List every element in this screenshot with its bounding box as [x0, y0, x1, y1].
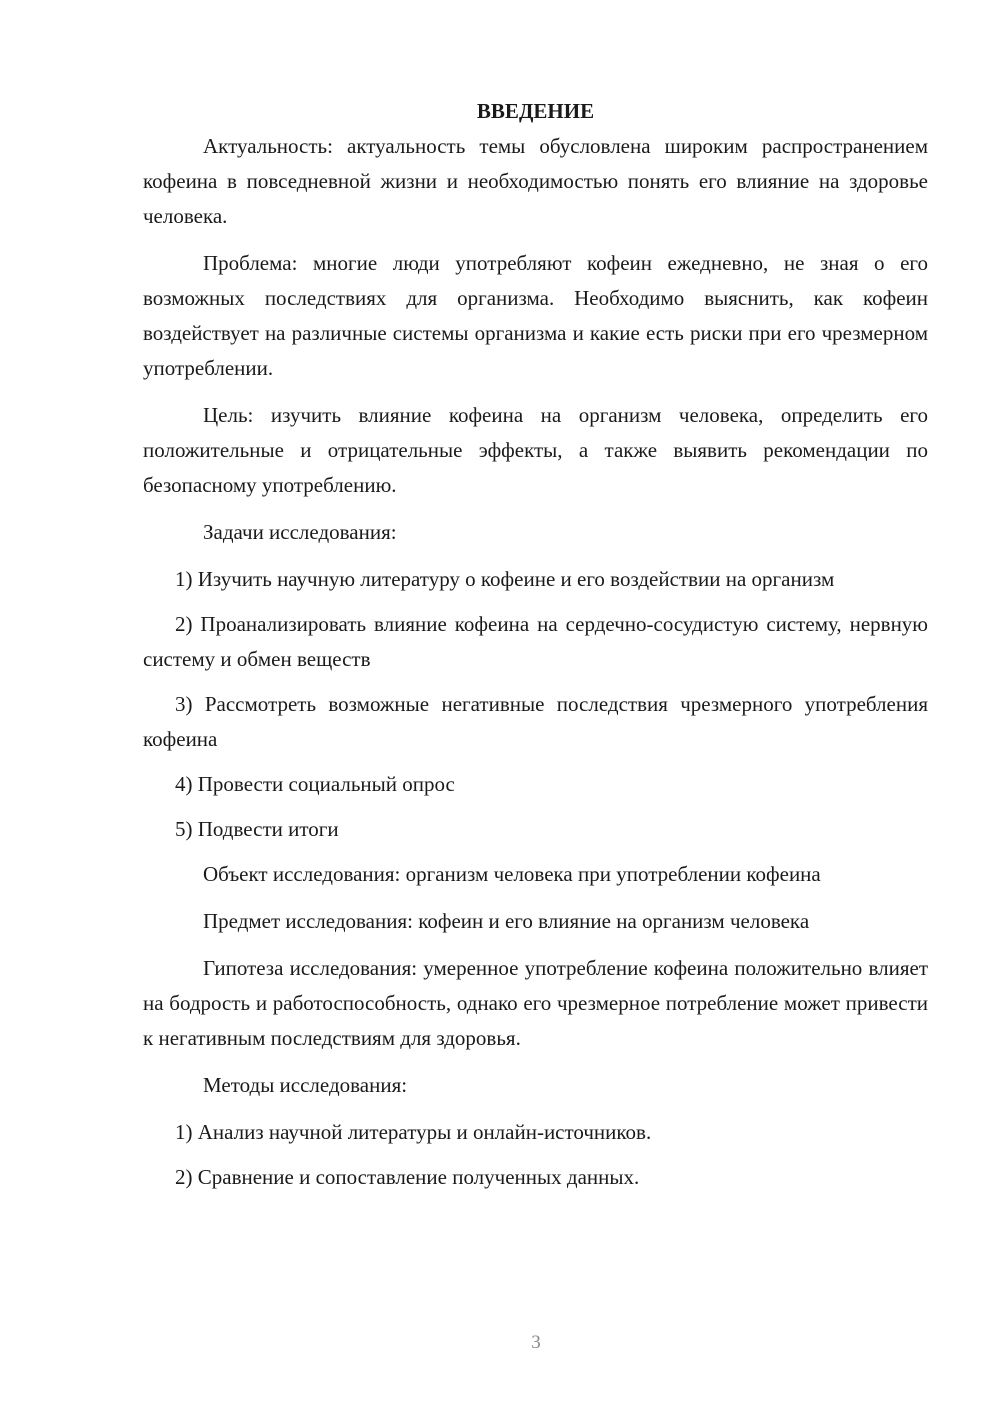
task-item: 1) Изучить научную литературу о кофеине и его воздействии на организм — [175, 567, 835, 591]
page-number: 3 — [531, 1332, 541, 1353]
problem-paragraph: Проблема: многие люди употребляют кофеин ежедневно, не зная о его возможных последствиях для организма. Необходимо выяснить, как кофеин воздействует на различные системы организма и какие есть риски при его чрезмерном употреблении. — [143, 251, 928, 380]
tasks-heading: Задачи исследования: — [203, 520, 397, 544]
subject-paragraph: Предмет исследования: кофеин и его влияние на организм человека — [203, 909, 810, 933]
method-item: 2) Сравнение и сопоставление полученных данных. — [175, 1165, 640, 1189]
task-item: 5) Подвести итоги — [175, 817, 339, 841]
task-item: 3) Рассмотреть возможные негативные последствия чрезмерного употребления кофеина — [143, 692, 928, 751]
object-paragraph: Объект исследования: организм человека при употреблении кофеина — [203, 862, 821, 886]
page-content — [143, 94, 928, 1205]
task-item: 2) Проанализировать влияние кофеина на сердечно-сосудистую систему, нервную систему и обмен веществ — [143, 612, 928, 671]
section-title: ВВЕДЕНИЕ — [476, 99, 595, 123]
methods-heading: Методы исследования: — [203, 1073, 408, 1097]
relevance-paragraph: Актуальность: актуальность темы обусловлена широким распространением кофеина в повседневной жизни и необходимостью понять его влияние на здоровье человека. — [143, 134, 928, 228]
method-item: 1) Анализ научной литературы и онлайн-источников. — [175, 1120, 652, 1144]
task-item: 4) Провести социальный опрос — [175, 772, 455, 796]
hypothesis-paragraph: Гипотеза исследования: умеренное употребление кофеина положительно влияет на бодрость и работоспособность, однако его чрезмерное потребление может привести к негативным последствиям для здоровья. — [143, 956, 928, 1050]
goal-paragraph: Цель: изучить влияние кофеина на организм человека, определить его положительные и отрицательные эффекты, а также выявить рекомендации по безопасному употреблению. — [143, 403, 928, 497]
